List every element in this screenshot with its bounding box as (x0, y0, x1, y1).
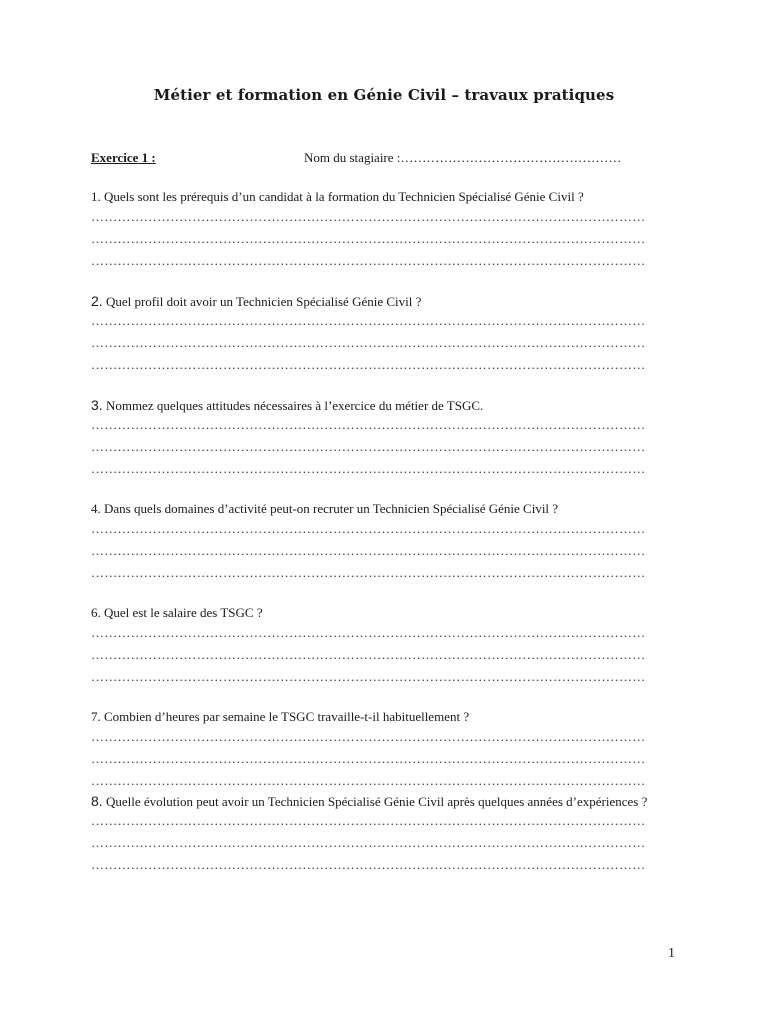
question-text (91, 292, 691, 310)
question-item (91, 396, 691, 480)
question-number: 1. (91, 189, 101, 204)
answer-line: ……………………………………………………………………………………………………………… (91, 253, 646, 268)
question-text (91, 604, 691, 622)
answer-line: ……………………………………………………………………………………………………………… (91, 835, 646, 850)
question-item (91, 604, 691, 688)
question-number: 2. (91, 293, 103, 309)
question-item (91, 292, 691, 376)
answer-line: ……………………………………………………………………………………………………………… (91, 773, 646, 788)
question-item (91, 792, 691, 876)
answer-line: ……………………………………………………………………………………………………………… (91, 751, 646, 766)
exercise-label: Exercice 1 : (91, 150, 156, 165)
question-label: Quelle évolution peut avoir un Technicien Spécialisé Génie Civil après quelques années d’expériences ? (102, 794, 648, 809)
answer-line: ……………………………………………………………………………………………………………… (91, 669, 646, 684)
question-number: 4. (91, 501, 101, 516)
question-item (91, 188, 691, 272)
answer-line: ……………………………………………………………………………………………………………… (91, 729, 646, 744)
question-text (91, 396, 691, 414)
question-label: Nommez quelques attitudes nécessaires à l’exercice du métier de TSGC. (102, 398, 484, 413)
question-label: Quel est le salaire des TSGC ? (100, 605, 263, 620)
question-label: Quels sont les prérequis d’un candidat à la formation du Technicien Spécialisé Génie Civil ? (100, 189, 584, 204)
answer-line: ……………………………………………………………………………………………………………… (91, 813, 646, 828)
question-label: Dans quels domaines d’activité peut-on recruter un Technicien Spécialisé Génie Civil ? (100, 501, 559, 516)
answer-line: ……………………………………………………………………………………………………………… (91, 335, 646, 350)
page-number: 1 (668, 946, 675, 961)
question-item (91, 708, 691, 792)
question-number: 8. (91, 793, 103, 809)
answer-line: ……………………………………………………………………………………………………………… (91, 209, 646, 224)
question-number: 6. (91, 605, 101, 620)
answer-line: ……………………………………………………………………………………………………………… (91, 313, 646, 328)
answer-line: ……………………………………………………………………………………………………………… (91, 461, 646, 476)
question-item (91, 500, 691, 584)
question-number: 7. (91, 709, 101, 724)
document-title: Métier et formation en Génie Civil – travaux pratiques (153, 86, 615, 104)
answer-line: ……………………………………………………………………………………………………………… (91, 857, 646, 872)
answer-line: ……………………………………………………………………………………………………………… (91, 417, 646, 432)
answer-line: ……………………………………………………………………………………………………………… (91, 357, 646, 372)
answer-line: ……………………………………………………………………………………………………………… (91, 543, 646, 558)
question-text (91, 500, 691, 518)
answer-line: ……………………………………………………………………………………………………………… (91, 439, 646, 454)
question-text (91, 792, 691, 810)
answer-line: ……………………………………………………………………………………………………………… (91, 565, 646, 580)
question-number: 3. (91, 397, 103, 413)
question-label: Quel profil doit avoir un Technicien Spécialisé Génie Civil ? (102, 294, 422, 309)
answer-line: ……………………………………………………………………………………………………………… (91, 521, 646, 536)
question-text (91, 708, 691, 726)
question-text (91, 188, 691, 206)
answer-line: ……………………………………………………………………………………………………………… (91, 647, 646, 662)
trainee-name-field: Nom du stagiaire :…………………………………………… (304, 150, 622, 165)
answer-line: ……………………………………………………………………………………………………………… (91, 625, 646, 640)
question-list (91, 188, 691, 876)
question-label: Combien d’heures par semaine le TSGC travaille-t-il habituellement ? (100, 709, 470, 724)
answer-line: ……………………………………………………………………………………………………………… (91, 231, 646, 246)
